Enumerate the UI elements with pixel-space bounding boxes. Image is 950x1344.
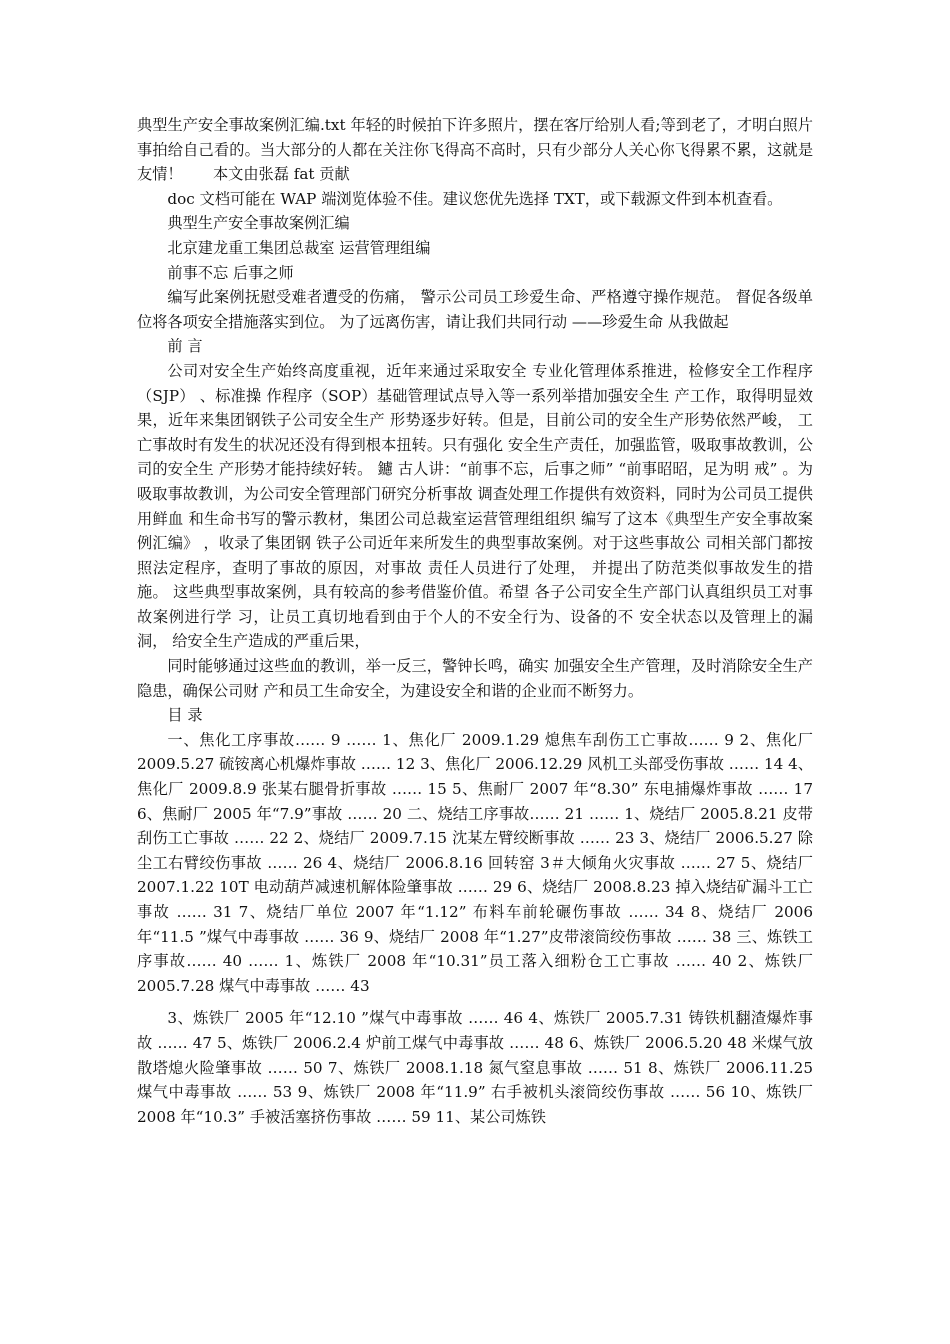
toc-paragraph-2: 3、炼铁厂 2005 年“12.10 ”煤气中毒事故 …… 46 4、炼铁厂 2005.7.31 铸铁机翻渣爆炸事故 …… 47 5、炼铁厂 2006.2.4 炉前工煤气中毒事故 …… 48 6、炼铁厂 2006.5.20 48 米煤气放散塔熄火险肇事故 …… 50 7、炼铁厂 2008.1.18 氮气窒息事故 …… 51 8、炼铁厂 2006.11.25 煤气中毒事故 …… 53 9、炼铁厂 2008 年“11.9” 右手被机头滚筒绞伤事故 …… 56 10、炼铁厂 2008 年“10.3” 手被活塞挤伤事故 …… 59 11、某公司炼铁 [137, 1009, 813, 1126]
preface-paragraph-2: 同时能够通过这些血的教训，举一反三，警钟长鸣，确实 加强安全生产管理，及时消除安全生产隐患，确保公司财 产和员工生命安全，为建设安全和谐的企业而不断努力。 [137, 657, 813, 700]
purpose-paragraph: 编写此案例抚慰受难者遭受的伤痛， 警示公司员工珍爱生命、严格遵守操作规范。 督促各级单位将各项安全措施落实到位。 为了远离伤害，请让我们共同行动 ——珍爱生命 从我做起 [137, 288, 813, 331]
toc-heading: 目 录 [167, 706, 203, 725]
preface-paragraph-1: 公司对安全生产始终高度重视，近年来通过采取安全 专业化管理体系推进，检修安全工作程序（SJP） 、标准操 作程序（SOP）基础管理试点导入等一系列举措加强安全生 产工作，取得明显效果，近年来集团钢铁子公司安全生产 形势逐步好转。但是，目前公司的安全生产形势依然严峻， 工亡事故时有发生的状况还没有得到根本扭转。只有强化 安全生产责任，加强监管，吸取事故教训，公司的安全生 产形势才能持续好转。 鑢 古人讲：“前事不忘，后事之师” “前事昭昭，足为明 戒” 。为吸取事故教训，为公司安全管理部门研究分析事故 调查处理工作提供有效资料，同时为公司员工提供用鲜血 和生命书写的警示教材，集团公司总裁室运营管理组组织 编写了这本《典型生产安全事故案例汇编》 ，收录了集团钢 铁子公司近年来所发生的典型事故案例。对于这些事故公 司相关部门都按照法定程序，查明了事故的原因，对事故 责任人员进行了处理， 并提出了防范类似事故发生的措施。 这些典型事故案例，具有较高的参考借鉴价值。希望 各子公司安全生产部门认真组织员工对事故案例进行学 习，让员工真切地看到由于个人的不安全行为、设备的不 安全状态以及管理上的漏洞， 给安全生产造成的严重后果， [137, 361, 813, 651]
toc-paragraph-1: 一、焦化工序事故…… 9 …… 1、焦化厂 2009.1.29 熄焦车刮伤工亡事故…… 9 2、焦化厂 2009.5.27 硫铵离心机爆炸事故 …… 12 3、焦化厂 2006.12.29 风机工头部受伤事故 …… 14 4、焦化厂 2009.8.9 张某右腿骨折事故 …… 15 5、焦耐厂 2007 年“8.30” 东电捕爆炸事故 …… 17 6、焦耐厂 2005 年“7.9”事故 …… 20 二、烧结工序事故…… 21 …… 1、烧结厂 2005.8.21 皮带刮伤工亡事故 …… 22 2、烧结厂 2009.7.15 沈某左臂绞断事故 …… 23 3、烧结厂 2006.5.27 除尘工右臂绞伤事故 …… 26 4、烧结厂 2006.8.16 回转窑 3＃大倾角火灾事故 …… 27 5、烧结厂 2007.1.22 10T 电动葫芦减速机解体险肇事故 …… 29 6、烧结厂 2008.8.23 掉入烧结矿漏斗工亡事故 …… 31 7、烧结厂单位 2007 年“1.12” 布料车前轮碾伤事故 …… 34 8、烧结厂 2006 年“11.5 ”煤气中毒事故 …… 36 9、烧结厂 2008 年“1.27”皮带滚筒绞伤事故 …… 38 三、炼铁工序事故…… 40 …… 1、炼铁厂 2008 年“10.31”员工落入细粉仓工亡事故 …… 40 2、炼铁厂 2005.7.28 煤气中毒事故 …… 43 [137, 730, 813, 995]
motto-line: 前事不忘 后事之师 [167, 263, 294, 282]
document-title: 典型生产安全事故案例汇编 [167, 214, 350, 233]
editor-line: 北京建龙重工集团总裁室 运营管理组编 [167, 238, 431, 257]
format-notice: doc 文档可能在 WAP 端浏览体验不佳。建议您优先选择 TXT，或下载源文件到本机查看。 [167, 189, 783, 208]
preface-heading: 前 言 [167, 337, 203, 356]
document-page [137, 113, 813, 1129]
intro-paragraph: 典型生产安全事故案例汇编.txt 年轻的时候拍下许多照片，摆在客厅给别人看;等到老了，才明白照片事拍给自己看的。当大部分的人都在关注你飞得高不高时，只有少部分人关心你飞得累不累，这就是友情！ 本文由张磊 fat 贡献 [137, 116, 813, 184]
